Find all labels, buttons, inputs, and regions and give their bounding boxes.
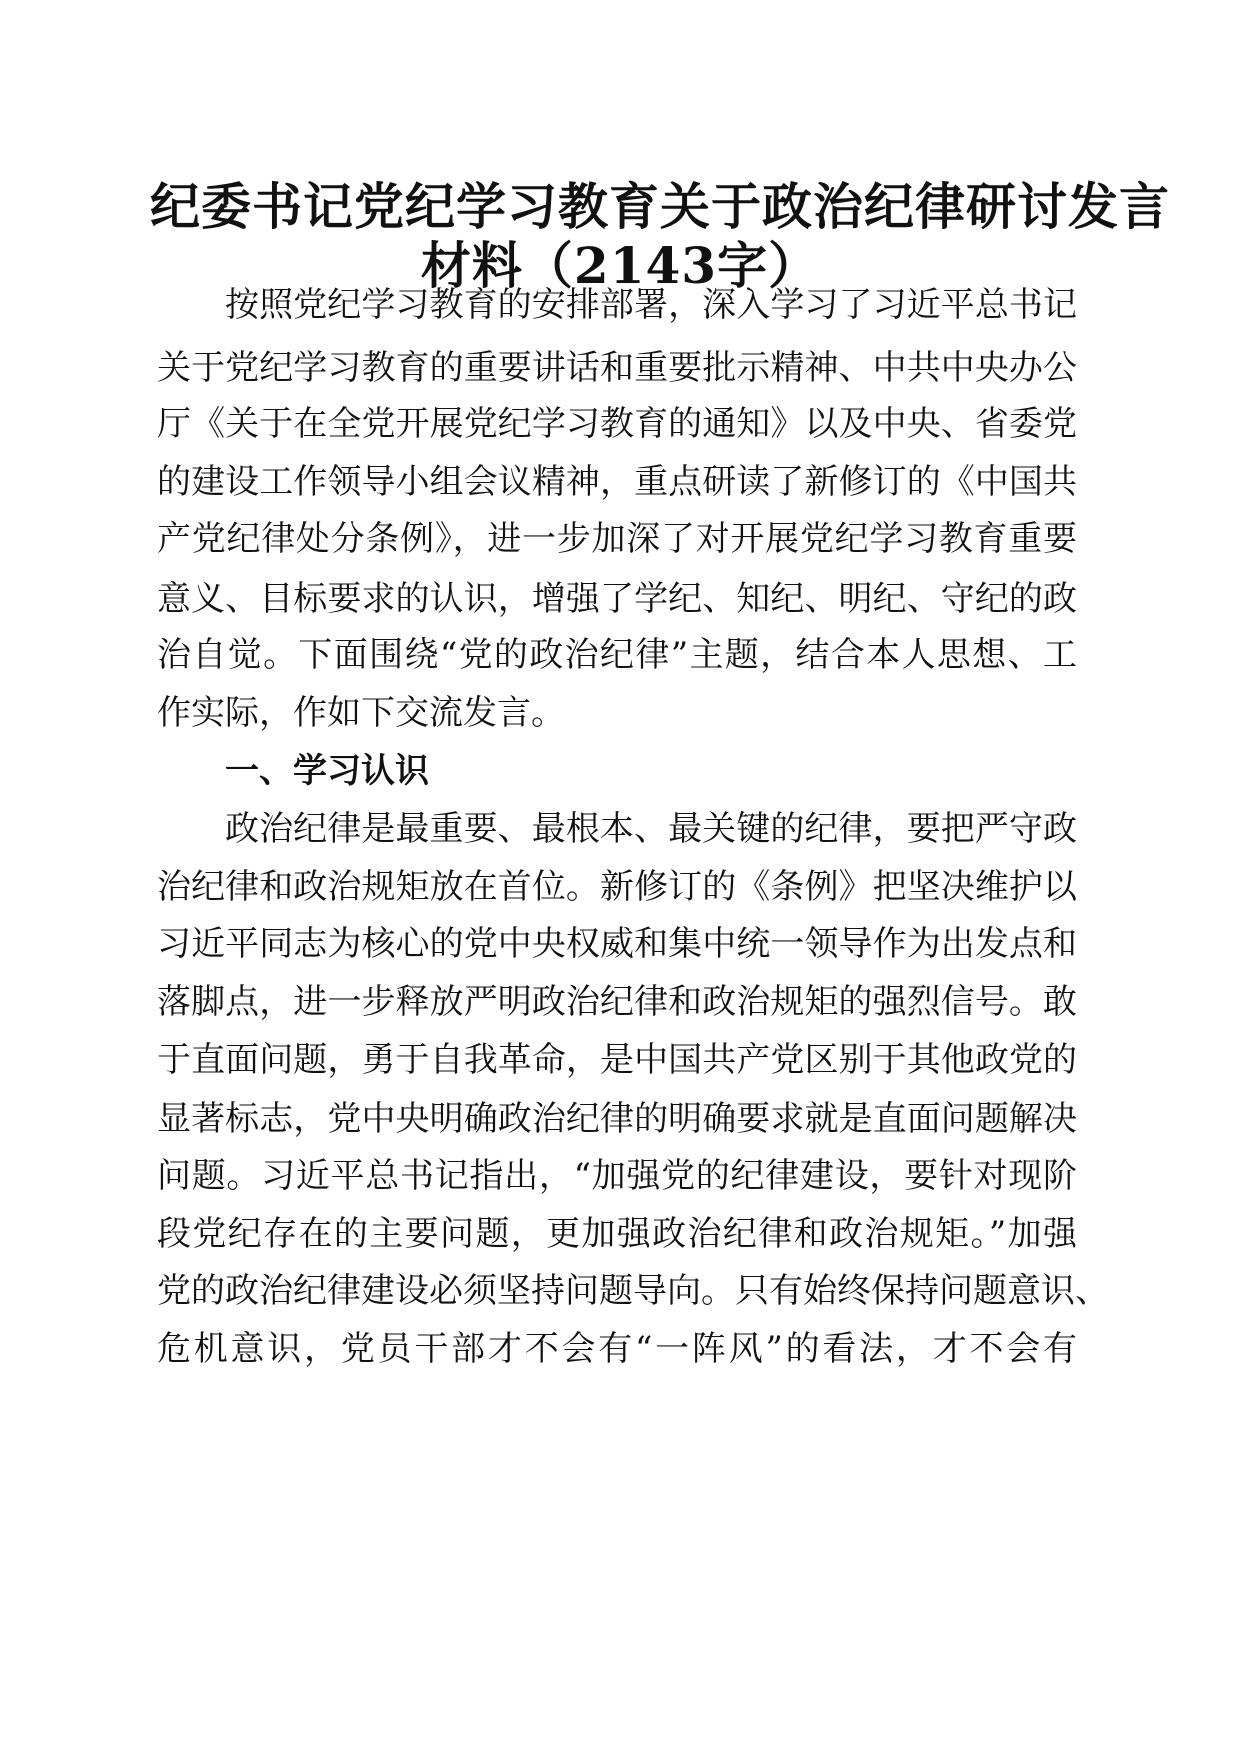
section-paragraph-line: 治纪律和政治规矩放在首位。新修订的《条例》把坚决维护以 <box>157 867 1077 907</box>
section-paragraph-line: 政治纪律是最重要、最根本、最关键的纪律，要把严守政 <box>225 809 1077 849</box>
section-paragraph-line: 段党纪存在的主要问题，更加强政治纪律和政治规矩。”加强 <box>157 1214 1077 1254</box>
document-title-line-1: 纪委书记党纪学习教育关于政治纪律研讨发言 <box>150 177 1170 236</box>
intro-paragraph-line: 厅《关于在全党开展党纪学习教育的通知》以及中央、省委党 <box>157 404 1077 444</box>
intro-paragraph-line: 产党纪律处分条例》，进一步加深了对开展党纪学习教育重要 <box>157 519 1077 559</box>
section-paragraph-line: 危机意识，党员干部才不会有“一阵风”的看法，才不会有 <box>157 1329 1077 1369</box>
section-paragraph-line: 于直面问题，勇于自我革命，是中国共产党区别于其他政党的 <box>157 1040 1077 1080</box>
section-paragraph-line: 党的政治纪律建设必须坚持问题导向。只有始终保持问题意识、 <box>157 1271 1109 1311</box>
section-paragraph-line: 习近平同志为核心的党中央权威和集中统一领导作为出发点和 <box>157 924 1077 964</box>
intro-paragraph-line: 作实际，作如下交流发言。 <box>157 693 565 733</box>
intro-paragraph-line: 意义、目标要求的认识，增强了学纪、知纪、明纪、守纪的政 <box>157 579 1077 619</box>
intro-paragraph-line: 治自觉。下面围绕“党的政治纪律”主题，结合本人思想、工 <box>157 635 1077 675</box>
section-paragraph-line: 问题。习近平总书记指出，“加强党的纪律建设，要针对现阶 <box>157 1156 1077 1196</box>
section-paragraph-line: 显著标志，党中央明确政治纪律的明确要求就是直面问题解决 <box>157 1099 1077 1139</box>
section-paragraph-line: 落脚点，进一步释放严明政治纪律和政治规矩的强烈信号。敢 <box>157 982 1077 1022</box>
section-heading: 一、学习认识 <box>225 751 429 791</box>
intro-paragraph-line: 关于党纪学习教育的重要讲话和重要批示精神、中共中央办公 <box>157 348 1077 388</box>
intro-paragraph-line: 的建设工作领导小组会议精神，重点研读了新修订的《中国共 <box>157 462 1077 502</box>
intro-paragraph-line: 按照党纪学习教育的安排部署，深入学习了习近平总书记 <box>225 285 1077 325</box>
document-title-line-2: 材料（2143字） <box>420 236 820 295</box>
